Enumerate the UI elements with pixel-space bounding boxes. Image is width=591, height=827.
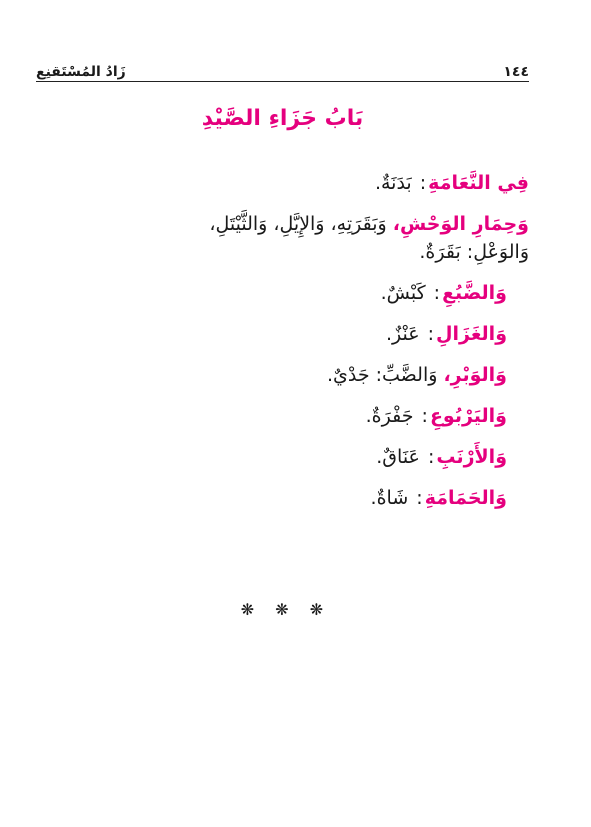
entry-term: وَالغَزَالِ [436,323,507,345]
entry-wild-donkey [36,211,529,237]
entry-separator: : [427,446,435,468]
entry-hyena [36,280,529,306]
running-title: زَادُ المُسْتَقنِع [36,64,126,80]
section-separator: ❋ ❋ ❋ [240,600,325,619]
entry-continuation: وَالوَعْلِ: بَقَرَةٌ. [419,241,529,263]
entry-term: فِي النَّعَامَةِ [428,172,529,194]
entry-term: وَالأَرْنَبِ [436,446,507,468]
entry-wild-donkey-continuation [36,239,529,265]
entry-gazelle [36,321,529,347]
entry-value: كَبْشٌ. [380,282,426,304]
entry-separator: : [416,487,423,509]
entry-separator: : [427,323,434,345]
entry-pigeon [36,485,529,511]
entry-rabbit [36,444,529,470]
header-rule [36,81,529,82]
entry-jerboa [36,403,529,429]
entry-separator: : [433,282,441,304]
entry-term: وَالضَّبُعِ [442,282,507,304]
entry-value: شَاةٌ. [370,487,409,509]
entry-term: وَالوَبْرِ، [443,364,507,386]
entry-value: عَنْزٌ. [385,323,420,345]
entry-separator: : [421,405,428,427]
entry-ostrich [36,170,529,196]
entry-value: وَالضَّبِّ: جَدْيٌ. [326,364,438,386]
page-header [36,54,529,80]
entry-separator: : [419,172,427,194]
entry-hyrax [36,362,529,388]
chapter-body [36,170,529,526]
entry-value: وَبَقَرَتِهِ، وَالإِيَّلِ، وَالثَّيْتَلِ، [209,213,387,235]
entry-value: بَدَنَةٌ. [374,172,412,194]
entry-term: وَاليَرْبُوعِ [429,405,507,427]
entry-value: جَفْرَةٌ. [365,405,414,427]
page-number: ١٤٤ [503,64,529,80]
entry-term: وَحِمَارِ الوَحْشِ، [392,213,529,235]
entry-value: عَنَاقٌ. [376,446,420,468]
entry-term: وَالحَمَامَةِ [424,487,507,509]
chapter-title: بَابُ جَزَاءِ الصَّيْدِ [201,106,364,131]
